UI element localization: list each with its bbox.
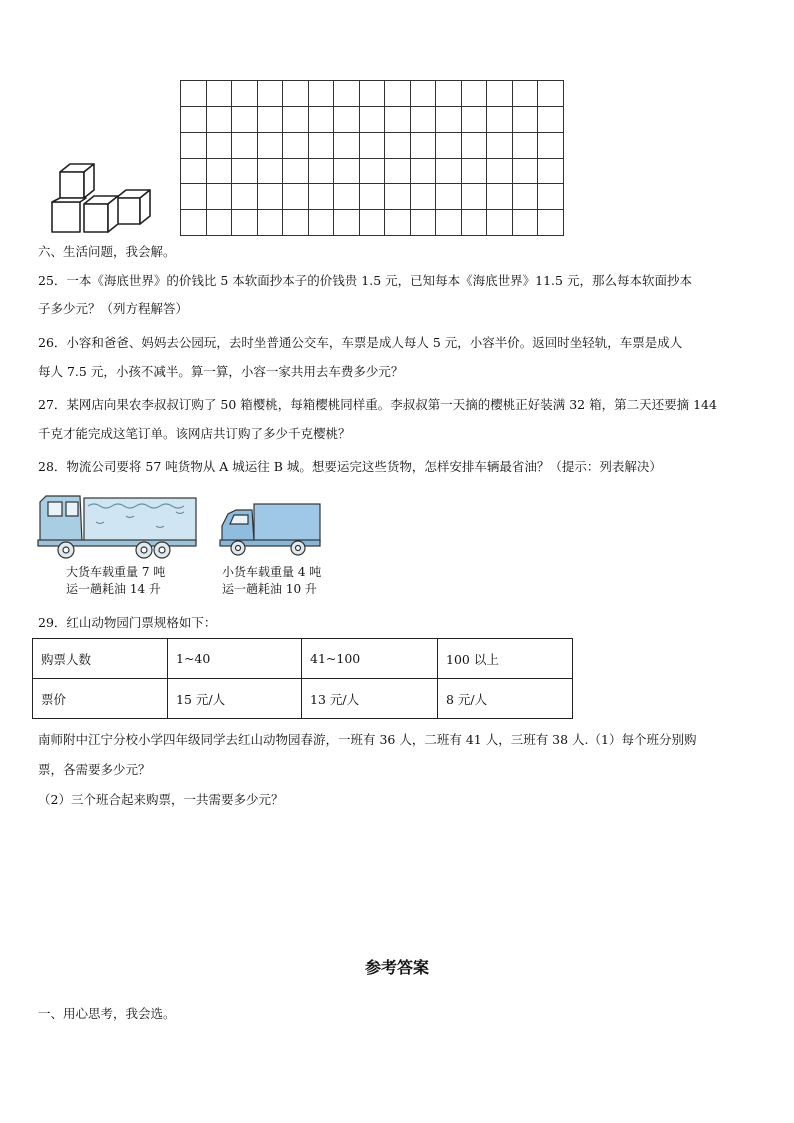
grid-cell — [232, 184, 258, 210]
grid-cell — [283, 184, 309, 210]
grid-cell — [487, 133, 513, 159]
grid-cell — [309, 184, 335, 210]
big-truck-capacity: 大货车载重量 7 吨 — [66, 565, 166, 579]
grid-cell — [360, 133, 386, 159]
question-25-line-1: 25．一本《海底世界》的价钱比 5 本软面抄本子的价钱贵 1.5 元，已知每本《海底世界》11.5 元，那么每本软面抄本 — [38, 273, 692, 288]
question-29-text-line-1: 南师附中江宁分校小学四年级同学去红山动物园春游，一班有 36 人，二班有 41 人，三班有 38 人.（1）每个班分别购 — [38, 732, 697, 747]
grid-cell — [462, 107, 488, 133]
grid-cell — [462, 133, 488, 159]
grid-cell — [181, 210, 207, 236]
big-truck-illustration — [36, 492, 198, 560]
grid-cell — [309, 210, 335, 236]
grid-cell — [513, 184, 539, 210]
table-cell: 41~100 — [302, 639, 438, 679]
grid-cell — [538, 210, 564, 236]
grid-cell — [207, 210, 233, 236]
table-cell: 8 元/人 — [438, 679, 573, 719]
answer-section-one-heading: 一、用心思考，我会选。 — [38, 1006, 176, 1021]
grid-cell — [181, 107, 207, 133]
grid-cell — [513, 81, 539, 107]
grid-cell — [258, 133, 284, 159]
table-cell: 100 以上 — [438, 639, 573, 679]
grid-cell — [309, 133, 335, 159]
grid-cell — [258, 107, 284, 133]
grid-cell — [462, 159, 488, 185]
grid-cell — [360, 107, 386, 133]
grid-cell — [513, 210, 539, 236]
grid-cell — [513, 159, 539, 185]
grid-cell — [232, 107, 258, 133]
grid-cell — [487, 107, 513, 133]
grid-cell — [385, 133, 411, 159]
grid-cell — [385, 159, 411, 185]
grid-cell — [181, 159, 207, 185]
small-truck-capacity: 小货车载重量 4 吨 — [222, 565, 322, 579]
grid-cell — [258, 159, 284, 185]
table-cell: 购票人数 — [33, 639, 168, 679]
grid-cell — [513, 107, 539, 133]
grid-cell — [181, 184, 207, 210]
question-29-text-line-2: 票，各需要多少元？ — [38, 762, 151, 777]
grid-cell — [462, 81, 488, 107]
big-truck-fuel: 运一趟耗油 14 升 — [66, 582, 161, 596]
grid-cell — [513, 133, 539, 159]
grid-cell — [411, 210, 437, 236]
question-25-line-2: 子多少元？（列方程解答） — [38, 301, 189, 316]
grid-cell — [385, 210, 411, 236]
grid-cell — [411, 81, 437, 107]
grid-cell — [309, 107, 335, 133]
grid-cell — [538, 159, 564, 185]
grid-cell — [411, 159, 437, 185]
section-six-heading: 六、生活问题，我会解。 — [38, 244, 176, 259]
grid-cell — [181, 81, 207, 107]
grid-cell — [436, 184, 462, 210]
grid-cell — [334, 133, 360, 159]
question-29-line-1: 29．红山动物园门票规格如下： — [38, 615, 217, 630]
grid-cell — [411, 184, 437, 210]
table-row — [33, 639, 573, 679]
grid-cell — [538, 107, 564, 133]
question-27-line-1: 27．某网店向果农李叔叔订购了 50 箱樱桃，每箱樱桃同样重。李叔叔第一天摘的樱桃正好装满 32 箱，第二天还要摘 144 — [38, 397, 717, 412]
grid-cell — [411, 133, 437, 159]
grid-cell — [283, 210, 309, 236]
grid-cell — [538, 184, 564, 210]
grid-cell — [436, 81, 462, 107]
grid-cell — [258, 184, 284, 210]
small-truck-fuel: 运一趟耗油 10 升 — [222, 582, 317, 596]
table-cell: 13 元/人 — [302, 679, 438, 719]
table-cell: 15 元/人 — [168, 679, 302, 719]
question-28-line-1: 28．物流公司要将 57 吨货物从 A 城运往 B 城。想要运完这些货物，怎样安排车辆最省油？（提示：列表解决） — [38, 459, 662, 474]
small-truck-illustration — [218, 500, 322, 560]
ticket-price-table — [32, 638, 573, 719]
grid-cell — [258, 210, 284, 236]
grid-cell — [436, 107, 462, 133]
table-cell: 票价 — [33, 679, 168, 719]
grid-cell — [258, 81, 284, 107]
grid-cell — [487, 159, 513, 185]
cube-figure — [46, 160, 156, 238]
grid-cell — [283, 133, 309, 159]
grid-cell — [334, 159, 360, 185]
grid-cell — [283, 159, 309, 185]
grid-cell — [207, 107, 233, 133]
grid-cell — [283, 107, 309, 133]
grid-cell — [334, 81, 360, 107]
grid-cell — [360, 184, 386, 210]
grid-cell — [487, 81, 513, 107]
grid-cell — [181, 133, 207, 159]
grid-cell — [283, 81, 309, 107]
table-row — [33, 679, 573, 719]
table-cell: 1~40 — [168, 639, 302, 679]
grid-cell — [207, 133, 233, 159]
grid-cell — [232, 159, 258, 185]
grid-cell — [385, 107, 411, 133]
grid-cell — [334, 210, 360, 236]
grid-cell — [436, 159, 462, 185]
grid-cell — [487, 210, 513, 236]
grid-cell — [232, 133, 258, 159]
grid-cell — [309, 159, 335, 185]
grid-cell — [232, 210, 258, 236]
drawing-grid — [180, 80, 564, 236]
grid-cell — [360, 81, 386, 107]
grid-cell — [462, 210, 488, 236]
grid-cell — [385, 184, 411, 210]
answer-title: 参考答案 — [364, 958, 429, 977]
grid-cell — [487, 184, 513, 210]
grid-cell — [207, 81, 233, 107]
grid-cell — [207, 184, 233, 210]
grid-cell — [538, 133, 564, 159]
grid-cell — [436, 133, 462, 159]
grid-cell — [411, 107, 437, 133]
grid-cell — [334, 107, 360, 133]
grid-cell — [462, 184, 488, 210]
grid-cell — [360, 210, 386, 236]
question-26-line-1: 26．小容和爸爸、妈妈去公园玩，去时坐普通公交车，车票是成人每人 5 元，小容半价。返回时坐轻轨，车票是成人 — [38, 335, 683, 350]
grid-cell — [436, 210, 462, 236]
question-29-text-line-3: （2）三个班合起来购票，一共需要多少元？ — [38, 792, 284, 807]
grid-cell — [360, 159, 386, 185]
grid-cell — [207, 159, 233, 185]
question-26-line-2: 每人 7.5 元，小孩不减半。算一算，小容一家共用去车费多少元？ — [38, 364, 404, 379]
grid-cell — [334, 184, 360, 210]
grid-cell — [309, 81, 335, 107]
grid-cell — [232, 81, 258, 107]
grid-cell — [385, 81, 411, 107]
grid-cell — [538, 81, 564, 107]
question-27-line-2: 千克才能完成这笔订单。该网店共订购了多少千克樱桃？ — [38, 426, 351, 441]
